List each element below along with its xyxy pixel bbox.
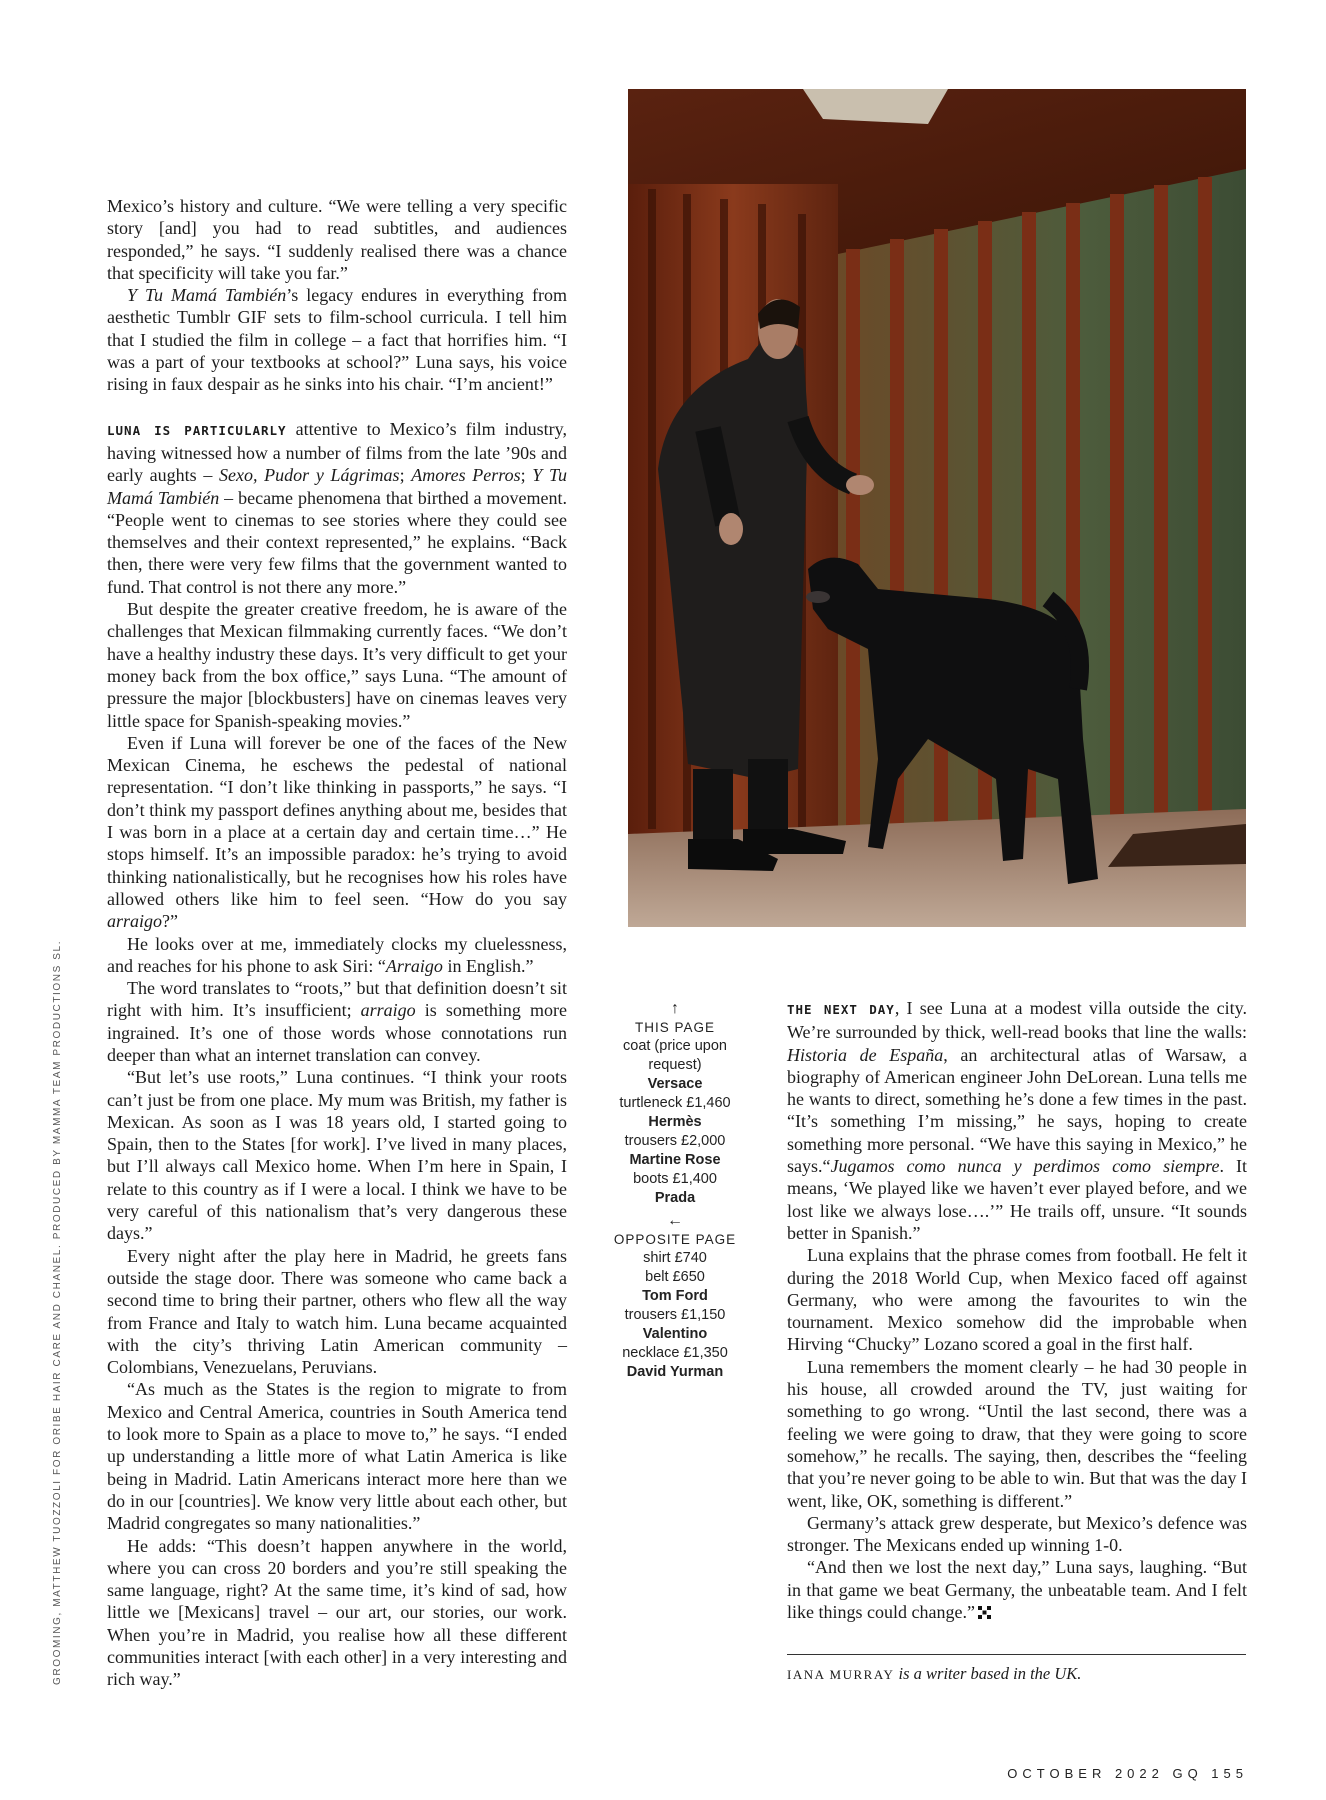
credit-brand: Hermès xyxy=(648,1114,702,1130)
paragraph: “As much as the States is the region to migrate to from Mexico and Central America, countries in South America tend to look more to Spain as a place to move to,” he says. “I ended up understanding a little more of what Latin America is like being in Madrid. Latin Americans interact more here than we do in our [countries]. We know very little about each other, but Madrid congregates so many nationalities.” xyxy=(107,1379,567,1534)
bio-divider xyxy=(787,1654,1246,1655)
paragraph: Every night after the play here in Madrid, he greets fans outside the stage door. There was someone who came back a second time to bring their partner, others who flew all the way from France and Italy to watch him. Luna became acquainted with the city’s thriving Latin American community – Colombians, Venezuelans, Peruvians. xyxy=(107,1245,567,1378)
paragraph: THE NEXT DAY, I see Luna at a modest villa outside the city. We’re surrounded by thick, well-read books that line the walls: Historia de España, an architectural atlas of Warsaw, a biography of American engineer John DeLorean. Luna tells me he wants to direct, something he’s done a few times in the past. “It’s something I’m missing,” he says, hoping to create something more personal. “We have this saying in Mexico,” he says.“Jugamos como nunca y perdimos como siempre. It means, ‘We played like we haven’t ever played before, and we lost like we always lose….’” He trails off, unsure. “It sounds better in Spanish.” xyxy=(787,998,1247,1243)
credit-item: belt £650 xyxy=(645,1269,705,1285)
credit-item: trousers £2,000 xyxy=(624,1133,726,1149)
paragraph: But despite the greater creative freedom, he is aware of the challenges that Mexican filmmaking currently faces. “We don’t have a healthy industry these days. It’s very difficult to get your money back from the box office,” says Luna. “The amount of pressure the major [blockbusters] have on cinemas leaves very little space for Spanish-speaking movies.” xyxy=(107,599,567,731)
paragraph: The word translates to “roots,” but that definition doesn’t sit right with him. It’s insufficient; arraigo is something more ingrained. It’s one of those words whose connotations run deeper than what an internet translation can convey. xyxy=(107,978,567,1065)
arrow-up-icon: ↑ xyxy=(671,1000,679,1017)
credit-item: necklace £1,350 xyxy=(622,1345,728,1361)
fashion-credits xyxy=(605,1000,745,1382)
credit-brand: Versace xyxy=(647,1076,703,1092)
paragraph: Luna explains that the phrase comes from football. He felt it during the 2018 World Cup, when Mexico faced off against Germany, who were among the favourites to win the tournament. Mexico somehow did the improbable when Hirving “Chucky” Lozano scored a goal in the first half. xyxy=(787,1245,1247,1355)
end-mark-icon xyxy=(978,1606,991,1619)
credit-item: coat (price upon request) xyxy=(623,1038,727,1073)
paragraph: “But let’s use roots,” Luna continues. “I think your roots can’t just be from one place. My mum was British, my father is Mexican. As soon as I was 18 years old, I started going to Spain, then to the States [for work]. I’ve lived in many places, but I’ll always call Mexico home. When I’m here in Spain, I relate to this country as if I were a local. I think we have to be very careful of this nationalism that’s very dangerous these days.” xyxy=(107,1067,567,1244)
paragraph: Even if Luna will forever be one of the faces of the New Mexican Cinema, he eschews the pedestal of national representation. “I don’t like thinking in passports,” he says. “I don’t think my passport defines anything about me, besides that I was born in a place at a certain day and certain time…” He stops himself. It’s an impossible paradox: he’s trying to avoid thinking nationalistically, but he recognises how his roles have allowed others like him to feel seen. “How do you say arraigo?” xyxy=(107,732,567,932)
article-column-left xyxy=(107,195,567,1691)
photo-credit-vertical: GROOMING, MATTHEW TUOZZOLI FOR ORIBE HAIR CARE AND CHANEL. PRODUCED BY MAMMA TEAM PRODUCTIONS SL. xyxy=(52,939,63,1685)
portrait-photo xyxy=(628,89,1246,927)
arrow-left-icon: ← xyxy=(667,1212,683,1229)
credit-item: turtleneck £1,460 xyxy=(619,1095,731,1111)
credit-brand: Martine Rose xyxy=(629,1152,721,1168)
credit-brand: Prada xyxy=(654,1190,696,1206)
credit-brand: Tom Ford xyxy=(642,1288,708,1304)
section-lead-in: THE NEXT DAY xyxy=(787,1002,895,1017)
paragraph: Mexico’s history and culture. “We were telling a very specific story [and] you had to read subtitles, and audiences responded,” he says. “I suddenly realised there was a chance that specificity will take you far.” xyxy=(107,196,567,283)
credit-item: trousers £1,150 xyxy=(624,1307,726,1323)
paragraph: He looks over at me, immediately clocks my cluelessness, and reaches for his phone to ask Siri: “Arraigo in English.” xyxy=(107,933,567,976)
paragraph: Y Tu Mamá También’s legacy endures in everything from aesthetic Tumblr GIF sets to film-school curricula. I tell him that I studied the film in college – a fact that horrifies him. “I was a part of your textbooks at school?” Luna says, his voice rising in faux despair as he sinks into his chair. “I’m ancient!” xyxy=(107,285,567,395)
article-column-right xyxy=(787,997,1247,1623)
author-bio: IANA MURRAY is a writer based in the UK. xyxy=(787,1664,1082,1683)
paragraph: “And then we lost the next day,” Luna says, laughing. “But in that game we beat Germany, the unbeatable team. And I felt like things could change.” xyxy=(787,1557,1247,1623)
section-lead-in: LUNA IS PARTICULARLY xyxy=(107,422,287,438)
paragraph: LUNA IS PARTICULARLY attentive to Mexico’s film industry, having witnessed how a number of films from the late ’90s and early aughts – Sexo, Pudor y Lágrimas; Amores Perros; Y Tu Mamá También – became phenomena that birthed a movement. “People went to cinemas to see stories where they could see themselves and their context represented,” he explains. “Back then, there were very few films that the government wanted to fund. That control is not there any more.” xyxy=(107,418,568,597)
paragraph: He adds: “This doesn’t happen anywhere in the world, where you can cross 20 borders and you’re still speaking the same language, right? At the same time, it’s kind of sad, how little we [Mexicans] travel – our art, our stories, our work. When you’re in Madrid, you realise how all these different communities interact [with each other] in a very interesting and rich way.” xyxy=(107,1535,567,1690)
page-folio: OCTOBER 2022 GQ 155 xyxy=(1007,1766,1248,1781)
paragraph: Luna remembers the moment clearly – he had 30 people in his house, all crowded around the TV, just waiting for something to go wrong. “Until the last second, there was a feeling we were going to draw, that they were going to score somehow,” he recalls. The saying, then, describes the “feeling that you’re never going to be able to win. But that was the day I went, like, OK, something is different.” xyxy=(787,1356,1247,1511)
credits-heading: OPPOSITE PAGE xyxy=(613,1232,737,1247)
credit-brand: David Yurman xyxy=(626,1364,724,1380)
paragraph: Germany’s attack grew desperate, but Mexico’s defence was stronger. The Mexicans ended up winning 1-0. xyxy=(787,1512,1247,1556)
credit-item: shirt £740 xyxy=(643,1250,707,1266)
credit-item: boots £1,400 xyxy=(633,1171,717,1187)
credit-brand: Valentino xyxy=(642,1326,708,1342)
credits-heading: THIS PAGE xyxy=(634,1020,715,1035)
author-name: IANA MURRAY xyxy=(787,1667,895,1682)
